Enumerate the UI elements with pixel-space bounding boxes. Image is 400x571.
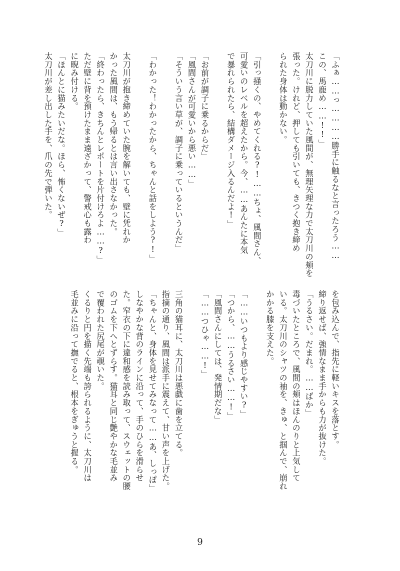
text-line: ただ壁に背を預けたまま遠ざかって、警戒心も露わ: [83, 52, 93, 245]
text-line: 「終わったら、きちんとレポートを片付けろよ……?」: [96, 52, 106, 264]
text-line: 三角の猫耳に、太刀川は悪戯に歯を立てる。: [174, 290, 184, 457]
text-line: に睨み付ける。: [70, 52, 80, 111]
text-line: 太刀川に脱力していた風間が、無理矢理な力で太刀川の頬を: [304, 52, 314, 278]
text-line: 「風間さんが可愛いから悪い……」: [187, 52, 197, 188]
text-line: 「つから、……うるさい……!」: [226, 290, 236, 421]
text-line: 「引っ掻くの、やめてくれる?!……ちょ、風間さん、: [252, 52, 262, 265]
text-line: 「ほんとに猫みたいだな。ほら、怖くないぜ?」: [57, 52, 67, 237]
text-line: られた身体は動かない。: [278, 52, 288, 144]
text-line: [212, 52, 225, 276]
text-line: くるりと円を描く先端も誇られるように、太刀川は: [83, 290, 93, 483]
text-line: [185, 290, 198, 520]
text-line: しなやかな背のラインに沿って、手のひらを滑らせ: [135, 290, 145, 483]
text-line: 「ちゃんと、身体を見せてみなって……あ、しっぽ」: [148, 290, 158, 493]
text-line: [133, 52, 146, 276]
text-line: 毛並みに沿って撫でると、根本をぎゅうと握る。: [70, 290, 80, 474]
text-line: 「そういう言い草が、調子に乗っているというんだ」: [174, 52, 184, 253]
text-line: 張った。けれど、押しても引いても、きつく抱き締め: [291, 52, 301, 253]
text-line: 太刀川が差し出した手を、爪の先で弾いた。: [43, 52, 53, 219]
text-line: かった風間は、もう帰るとは言い出さなかった。: [109, 52, 119, 236]
text-line: 毒づいたところで、風間の頬はほんのりと上気して: [291, 290, 301, 483]
bottom-text-block: [57, 290, 342, 520]
text-line: 「……つひゃ……!」: [200, 290, 210, 379]
text-line: で暴れられたら、結構ダメージ入るんだよ!」: [226, 52, 236, 229]
text-line: 指摘の通り、風間は派手に震えて、甘い声を上げた。: [161, 290, 171, 491]
text-line: 「わかった！わかったから、ちゃんと話をしよう?!」: [148, 52, 158, 263]
text-line: かかる膝を支えた。: [265, 290, 275, 366]
text-line: [264, 52, 277, 276]
text-line: 「風間さんにしては、発情期だな」: [213, 290, 223, 424]
text-line: この、馬鹿め……!!」: [317, 52, 327, 148]
top-text-block: [43, 52, 342, 278]
text-line: 締り返せば、強情なまま手からも力が抜けた。: [317, 290, 327, 466]
text-line: 太刀川が抱き締めていた腕を解いても、壁に凭れか: [122, 52, 132, 245]
text-line: [251, 290, 264, 520]
text-line: を包み込んで、指先に軽いキスを落とす。: [331, 290, 340, 449]
text-line: [159, 52, 172, 276]
text-line: 可愛いのレベルを超えたから。今、……あんたに本気: [239, 52, 249, 255]
text-line: いる。太刀川のシャツの袖を、きゅ、と掴んで、崩れ: [278, 290, 288, 491]
text-line: のゴムを下へとずらす。猫耳と同じ艶やかな毛並み: [109, 290, 119, 483]
text-line: 「ふぁ……っ…………勝手に触るなと言ったろう……: [331, 52, 340, 261]
text-line: で覆われた尻尾が覗いた。: [96, 290, 106, 391]
text-line: 「……いつもより感じやすい?」: [239, 290, 249, 419]
text-line: た。窄衣の下に違和感を読み取って、スウェットの腰: [122, 290, 132, 491]
page-number: 9: [197, 538, 203, 548]
text-line: 「お前が調子に乗るからだ」: [200, 52, 210, 161]
text-line: 「うるさい。だまれ。……ばか」: [304, 290, 314, 418]
